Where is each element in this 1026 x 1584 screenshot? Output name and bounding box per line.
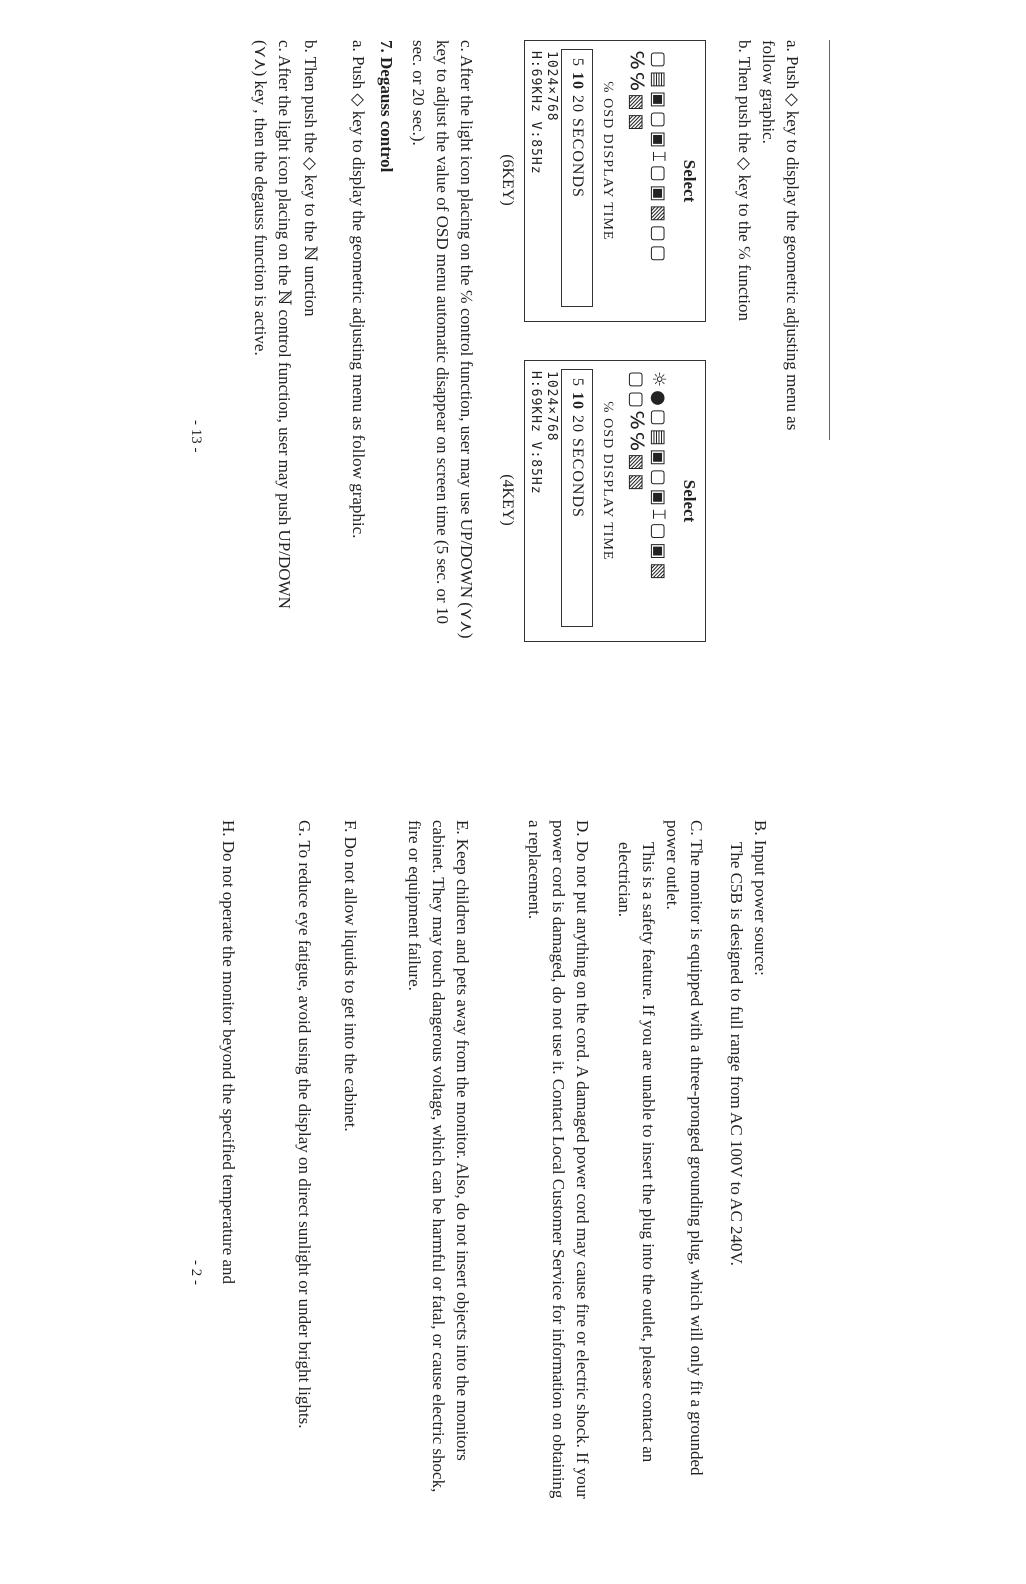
osd-4key-caption: (4KEY) <box>499 474 516 526</box>
section-7-heading: 7. Degauss control <box>377 40 396 173</box>
osd-4key-value-box <box>561 369 593 627</box>
item-B-body-text: The C5B is designed to full range from AC 100V to AC 240V. <box>727 842 746 1266</box>
osd-4key-label: ℅ OSD DISPLAY TIME <box>600 401 615 561</box>
osd-6key-res2: H:69KHz V:85Hz <box>528 51 543 175</box>
osd-menu-4key <box>524 360 706 642</box>
osd-6key-icons-row2: ℅℅▧▧ <box>626 51 647 134</box>
osd-4key-value-pre: 5 <box>569 378 586 392</box>
osd-6key-icons <box>625 51 669 265</box>
degauss-item-b-text: b. Then push the ◇ key to the ℕ unction <box>301 40 320 317</box>
item-C-note <box>612 820 660 1502</box>
osd-menu-6key <box>524 40 706 322</box>
degauss-item-c-text: c. After the light icon placing on the ℕ control function, user may push UP/DOWN (⋎⋏) key , then the degauss function is active. <box>251 40 294 609</box>
item-c <box>406 40 478 640</box>
item-a <box>756 40 804 460</box>
item-B-title <box>748 820 772 1500</box>
item-D-text: D. Do not put anything on the cord. A damaged power cord may cause fire or electric shock. If your power cord is damaged, do not use it. Contact Local Customer Service for information on obtaining a replacement. <box>525 820 592 1499</box>
item-b <box>732 40 756 460</box>
osd-4key-resolution <box>527 371 559 495</box>
item-F-text: F. Do not allow liquids to get into the cabinet. <box>341 820 360 1132</box>
osd-4key-value-selected: 10 <box>569 392 586 410</box>
page-2 <box>0 820 1026 1560</box>
osd-6key-resolution <box>527 51 559 175</box>
osd-4key-icons <box>625 371 669 583</box>
page-number-2: - 2 - <box>188 1260 204 1285</box>
item-H-text: H. Do not operate the monitor beyond the specified temperature and <box>219 820 238 1285</box>
item-G-text: G. To reduce eye fatigue, avoid using the display on direct sunlight or under bright lights. <box>295 820 314 1429</box>
osd-6key-icons-row1: ▢▤▣▢▣⌶▢▣▧▢▢ <box>648 51 669 265</box>
osd-6key-value-selected: 10 <box>569 72 586 90</box>
top-rule <box>829 40 830 440</box>
item-H <box>216 820 240 1500</box>
osd-6key-label: ℅ OSD DISPLAY TIME <box>600 81 615 241</box>
item-D <box>522 820 594 1500</box>
page-13 <box>0 40 1026 800</box>
osd-4key-res2: H:69KHz V:85Hz <box>528 371 543 495</box>
osd-6key-value-pre: 5 <box>569 58 586 72</box>
degauss-item-a-text: a. Push ◇ key to display the geometric adjusting menu as follow graphic. <box>349 40 368 539</box>
osd-6key-title: Select <box>680 159 699 203</box>
item-G <box>292 820 316 1500</box>
item-B-body <box>724 820 748 1502</box>
osd-6key-value-box <box>561 49 593 307</box>
osd-6key-res1: 1024×768 <box>544 51 559 122</box>
item-C-note-text: This is a safety feature. If you are unable to insert the plug into the outlet, please contact an electrician. <box>615 842 658 1463</box>
degauss-item-c <box>248 40 296 640</box>
item-C-text: C. The monitor is equipped with a three-pronged grounding plug, which will only fit a grounded power outlet. <box>663 820 706 1476</box>
osd-4key-icons-row1: ☼●▢▤▣▢▣⌶▢▣▧ <box>648 371 669 583</box>
item-c-text: c. After the light icon placing on the ℅ control function, user may use UP/DOWN (⋎⋏) key to adjust the value of OSD menu automatic disappear on screen time (5 sec. or 10 sec. or 20 sec.). <box>409 40 476 639</box>
osd-4key-res1: 1024×768 <box>544 371 559 442</box>
item-b-text: b. Then push the ◇ key to the ℅ function <box>735 40 754 321</box>
item-C <box>660 820 708 1500</box>
osd-4key-value-post: 20 SECONDS <box>569 410 586 518</box>
degauss-item-b <box>298 40 322 640</box>
page-number-13: - 13 - <box>188 420 204 453</box>
item-F <box>338 820 362 1500</box>
osd-4key-title: Select <box>680 479 699 523</box>
item-a-text: a. Push ◇ key to display the geometric adjusting menu as follow graphic. <box>759 40 802 431</box>
item-B-title-text: B. Input power source: <box>751 820 770 976</box>
item-E <box>402 820 474 1500</box>
degauss-item-a <box>346 40 370 640</box>
osd-4key-icons-row2: ▢▢℅℅▧▧ <box>626 371 647 494</box>
osd-6key-caption: (6KEY) <box>499 154 516 206</box>
osd-6key-value-post: 20 SECONDS <box>569 90 586 198</box>
item-E-text: E. Keep children and pets away from the monitor. Also, do not insert objects into the monitors cabinet. They may touch dangerous voltage, which can be harmful or fatal, or cause electric shock, fire or equipment failure. <box>405 820 472 1493</box>
